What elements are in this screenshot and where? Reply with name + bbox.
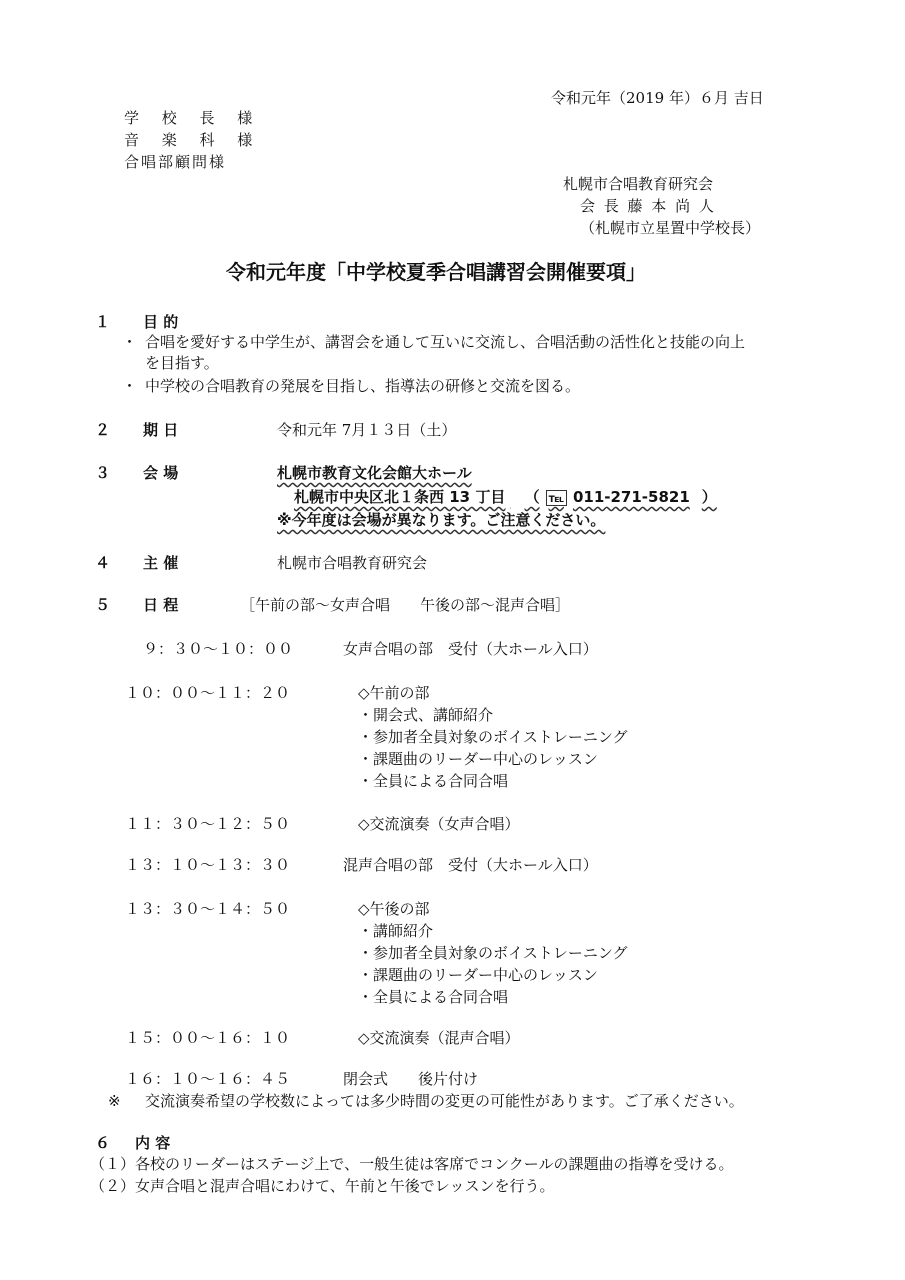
schedule-time-7: １６：１０～１６：４５ bbox=[125, 1070, 291, 1088]
purpose-bullet-1-mark: ・ bbox=[122, 333, 138, 351]
tel-open: （ bbox=[524, 488, 540, 506]
section-5-num: ５ bbox=[95, 596, 111, 614]
sender-school: （札幌市立星置中学校長） bbox=[580, 219, 761, 237]
schedule-2-sub-1: ・開会式、講師紹介 bbox=[358, 706, 494, 724]
schedule-time-3: １１：３０～１２：５０ bbox=[125, 815, 291, 833]
schedule-title-3: ◇交流演奏（女声合唱） bbox=[358, 815, 520, 833]
schedule-5-sub-2: ・参加者全員対象のボイストレーニング bbox=[358, 944, 628, 962]
venue-note: ※今年度は会場が異なります。ご注意ください。 bbox=[277, 511, 606, 529]
telephone-icon: ℡ bbox=[546, 490, 567, 506]
schedule-title-2: ◇午前の部 bbox=[358, 684, 430, 702]
content-line-1: （１）各校のリーダーはステージ上で、一般生徒は客席でコンクールの課題曲の指導を受ける。 bbox=[90, 1155, 734, 1173]
schedule-time-4: １３：１０～１３：３０ bbox=[125, 856, 291, 874]
host-org: 札幌市合唱教育研究会 bbox=[277, 554, 428, 572]
issue-date: 令和元年（2019 年）６月 吉日 bbox=[551, 89, 764, 107]
section-3-num: ３ bbox=[95, 464, 111, 482]
schedule-time-5: １３：３０～１４：５０ bbox=[125, 900, 291, 918]
section-2-heading: 期 日 bbox=[143, 421, 179, 439]
sender-role-name: 会 長 藤 本 尚 人 bbox=[580, 197, 716, 215]
document-title: 令和元年度「中学校夏季合唱講習会開催要項」 bbox=[226, 260, 646, 284]
tel-close: ） bbox=[701, 488, 717, 506]
schedule-title-6: ◇交流演奏（混声合唱） bbox=[358, 1029, 520, 1047]
venue-address: 札幌市中央区北１条西 13 丁目 bbox=[294, 488, 506, 506]
section-4-num: ４ bbox=[95, 554, 111, 572]
schedule-2-sub-2: ・参加者全員対象のボイストレーニング bbox=[358, 728, 628, 746]
schedule-5-sub-3: ・課題曲のリーダー中心のレッスン bbox=[358, 966, 598, 984]
recipient-principal: 学 校 長 様 bbox=[124, 109, 262, 127]
schedule-2-sub-3: ・課題曲のリーダー中心のレッスン bbox=[358, 750, 598, 768]
section-1-num: １ bbox=[95, 313, 111, 331]
purpose-bullet-2: 中学校の合唱教育の発展を目指し、指導法の研修と交流を図る。 bbox=[145, 377, 581, 395]
recipient-music-dept: 音 楽 科 様 bbox=[124, 131, 262, 149]
section-1-heading: 目 的 bbox=[143, 313, 179, 331]
schedule-5-sub-1: ・講師紹介 bbox=[358, 922, 434, 940]
schedule-time-6: １５：００～１６：１０ bbox=[125, 1029, 291, 1047]
schedule-subtitle: ［午前の部～女声合唱 午後の部～混声合唱］ bbox=[240, 596, 571, 614]
schedule-2-sub-4: ・全員による合同合唱 bbox=[358, 772, 509, 790]
schedule-time-1: ９：３０～１０：００ bbox=[143, 640, 294, 658]
recipient-choir-advisor: 合唱部顧問様 bbox=[124, 153, 227, 171]
purpose-bullet-1: 合唱を愛好する中学生が、講習会を通して互いに交流し、合唱活動の活性化と技能の向上 bbox=[145, 333, 746, 351]
section-2-num: ２ bbox=[95, 421, 111, 439]
purpose-bullet-1-cont: を目指す。 bbox=[145, 354, 219, 372]
event-date: 令和元年 7月１３日（土） bbox=[277, 421, 457, 439]
sender-org: 札幌市合唱教育研究会 bbox=[563, 175, 714, 193]
section-4-heading: 主 催 bbox=[143, 554, 179, 572]
schedule-note-mark: ※ bbox=[108, 1092, 121, 1110]
section-6-num: ６ bbox=[95, 1134, 111, 1152]
schedule-title-7: 閉会式 後片付け bbox=[343, 1070, 479, 1088]
section-5-heading: 日 程 bbox=[143, 596, 179, 614]
venue-address-line bbox=[294, 488, 717, 506]
schedule-title-1: 女声合唱の部 受付（大ホール入口） bbox=[343, 640, 598, 658]
schedule-5-sub-4: ・全員による合同合唱 bbox=[358, 988, 509, 1006]
venue-name: 札幌市教育文化会館大ホール bbox=[277, 464, 472, 482]
venue-tel: 011-271-5821 bbox=[572, 488, 690, 506]
purpose-bullet-2-mark: ・ bbox=[122, 377, 138, 395]
schedule-title-5: ◇午後の部 bbox=[358, 900, 430, 918]
section-3-heading: 会 場 bbox=[143, 464, 179, 482]
section-6-heading: 内 容 bbox=[135, 1134, 171, 1152]
schedule-note: 交流演奏希望の学校数によっては多少時間の変更の可能性があります。ご了承ください。 bbox=[145, 1092, 744, 1110]
schedule-time-2: １０：００～１１：２０ bbox=[125, 684, 291, 702]
content-line-2: （２）女声合唱と混声合唱にわけて、午前と午後でレッスンを行う。 bbox=[90, 1177, 555, 1195]
schedule-title-4: 混声合唱の部 受付（大ホール入口） bbox=[343, 856, 598, 874]
